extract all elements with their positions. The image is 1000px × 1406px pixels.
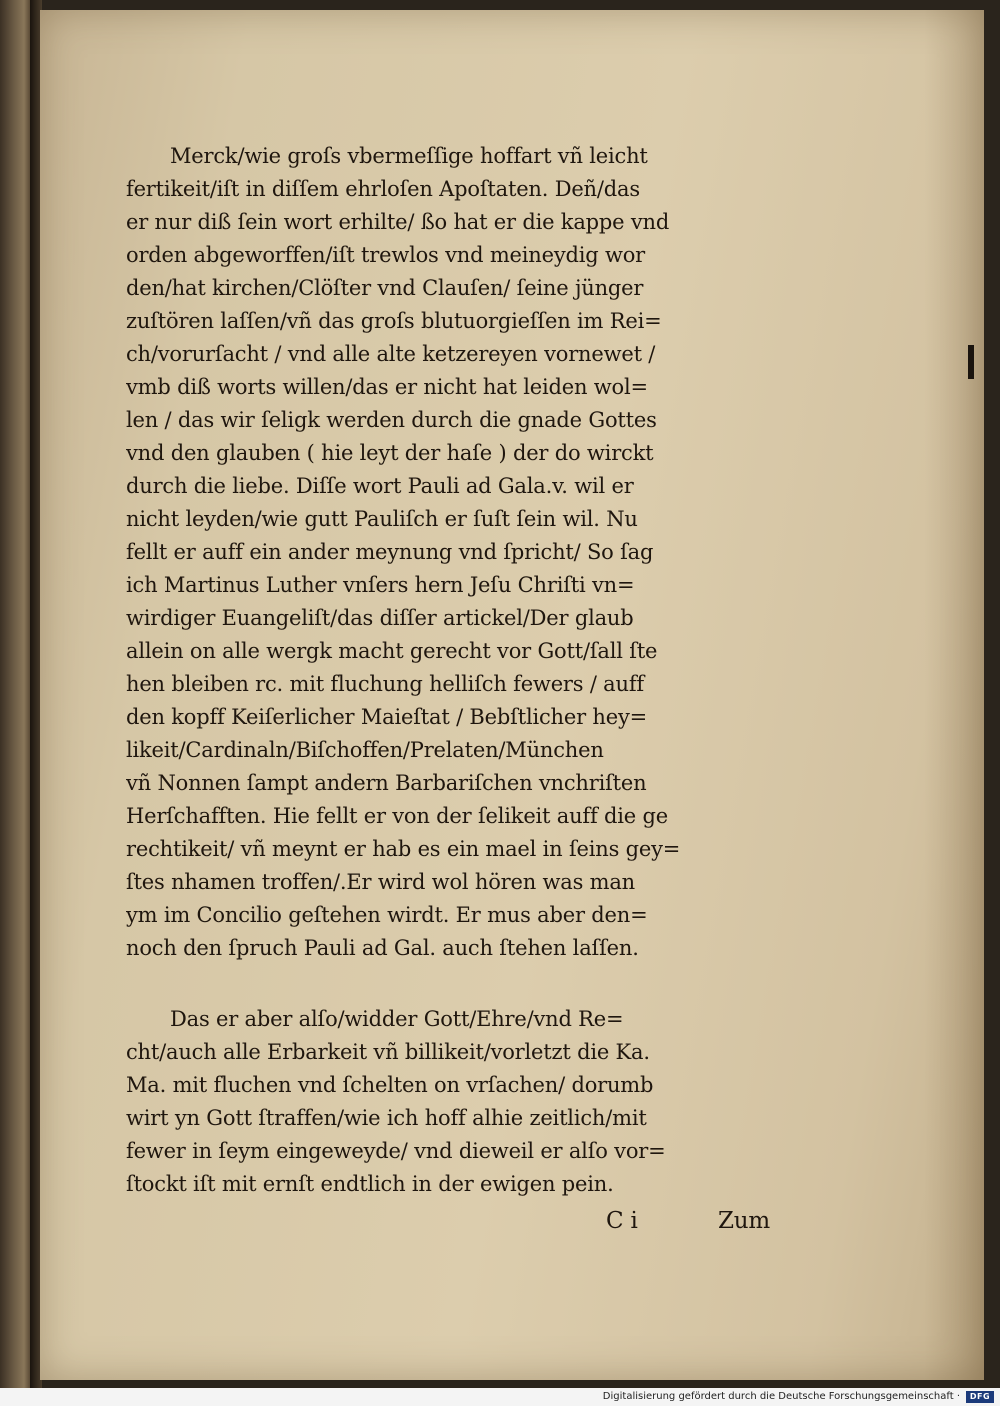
edge-mark	[968, 345, 974, 379]
right-edge	[984, 0, 1000, 1388]
left-page-edge	[0, 0, 30, 1388]
footer-bar	[0, 1388, 1000, 1406]
dfg-logo-icon: DFG	[966, 1391, 994, 1403]
text-line: wirdiger Euangeliſt/das diſſer artickel/Der glaub	[126, 606, 634, 630]
signature-mark: C i	[606, 1208, 638, 1234]
text-line: den/hat kirchen/Clöſter vnd Clauſen/ ſeine jünger	[126, 276, 644, 300]
catchword: Zum	[718, 1208, 771, 1234]
text-line: ch/vorurſacht / vnd alle alte ketzereyen vornewet /	[126, 342, 656, 366]
text-line: ſtockt iſt mit ernſt endtlich in der ewigen pein.	[126, 1172, 614, 1196]
text-line: fertikeit/iſt in diſſem ehrloſen Apoſtaten. Deñ/das	[126, 177, 640, 201]
text-line: orden abgeworffen/iſt trewlos vnd meineydig wor	[126, 243, 646, 267]
text-line: ym im Concilio geſtehen wirdt. Er mus aber den=	[126, 903, 648, 927]
text-line: vñ Nonnen ſampt andern Barbariſchen vnchriſten	[126, 771, 647, 795]
text-line: zuſtören laſſen/vñ das groſs blutuorgieſſen im Rei=	[126, 309, 662, 333]
text-line: vnd den glauben ( hie leyt der haſe ) der do wirckt	[126, 441, 654, 465]
text-line: allein on alle wergk macht gerecht vor Gott/ſall ſte	[126, 639, 658, 663]
text-line: Herſchafften. Hie fellt er von der ſelikeit auff die ge	[126, 804, 668, 828]
text-line: likeit/Cardinaln/Biſchoffen/Prelaten/München	[126, 738, 604, 762]
text-line: len / das wir ſeligk werden durch die gnade Gottes	[126, 408, 657, 432]
text-line: durch die liebe. Diſſe wort Pauli ad Gala.v. wil er	[126, 474, 634, 498]
text-line: er nur diß ſein wort erhilte/ ßo hat er die kappe vnd	[126, 210, 670, 234]
paragraph-gap	[126, 965, 816, 1003]
text-line: ſtes nhamen troffen/.Er wird wol hören was man	[126, 870, 636, 894]
text-line: vmb diß worts willen/das er nicht hat leiden wol=	[126, 375, 648, 399]
text-line: nicht leyden/wie gutt Pauliſch er ſuſt ſein wil. Nu	[126, 507, 638, 531]
signature-row	[126, 1201, 816, 1241]
page-text	[126, 140, 816, 1241]
text-line: ich Martinus Luther vnſers hern Jeſu Chriſti vn=	[126, 573, 635, 597]
text-line: hen bleiben rc. mit fluchung helliſch fewers / auff	[126, 672, 644, 696]
text-line: rechtikeit/ vñ meynt er hab es ein mael in ſeins gey=	[126, 837, 681, 861]
text-line: Merck/wie groſs vbermeſſige hoffart vñ leicht	[170, 144, 648, 168]
page-stain	[924, 10, 984, 1380]
text-line: Das er aber alſo/widder Gott/Ehre/vnd Re=	[170, 1007, 624, 1031]
text-line: wirt yn Gott ſtraffen/wie ich hoff alhie zeitlich/mit	[126, 1106, 647, 1130]
text-line: noch den ſpruch Pauli ad Gal. auch ſtehen laſſen.	[126, 936, 639, 960]
text-line: den kopff Keiſerlicher Maieſtat / Bebſtlicher hey=	[126, 705, 648, 729]
text-line: Ma. mit fluchen vnd ſchelten on vrſachen/ dorumb	[126, 1073, 654, 1097]
text-line: cht/auch alle Erbarkeit vñ billikeit/vorletzt die Ka.	[126, 1040, 650, 1064]
footer-credit: Digitalisierung gefördert durch die Deutsche Forschungsgemeinschaft ·	[602, 1391, 960, 1402]
text-line: fewer in ſeym eingeweyde/ vnd dieweil er alſo vor=	[126, 1139, 666, 1163]
text-line: fellt er auff ein ander meynung vnd ſpricht/ So ſag	[126, 540, 654, 564]
